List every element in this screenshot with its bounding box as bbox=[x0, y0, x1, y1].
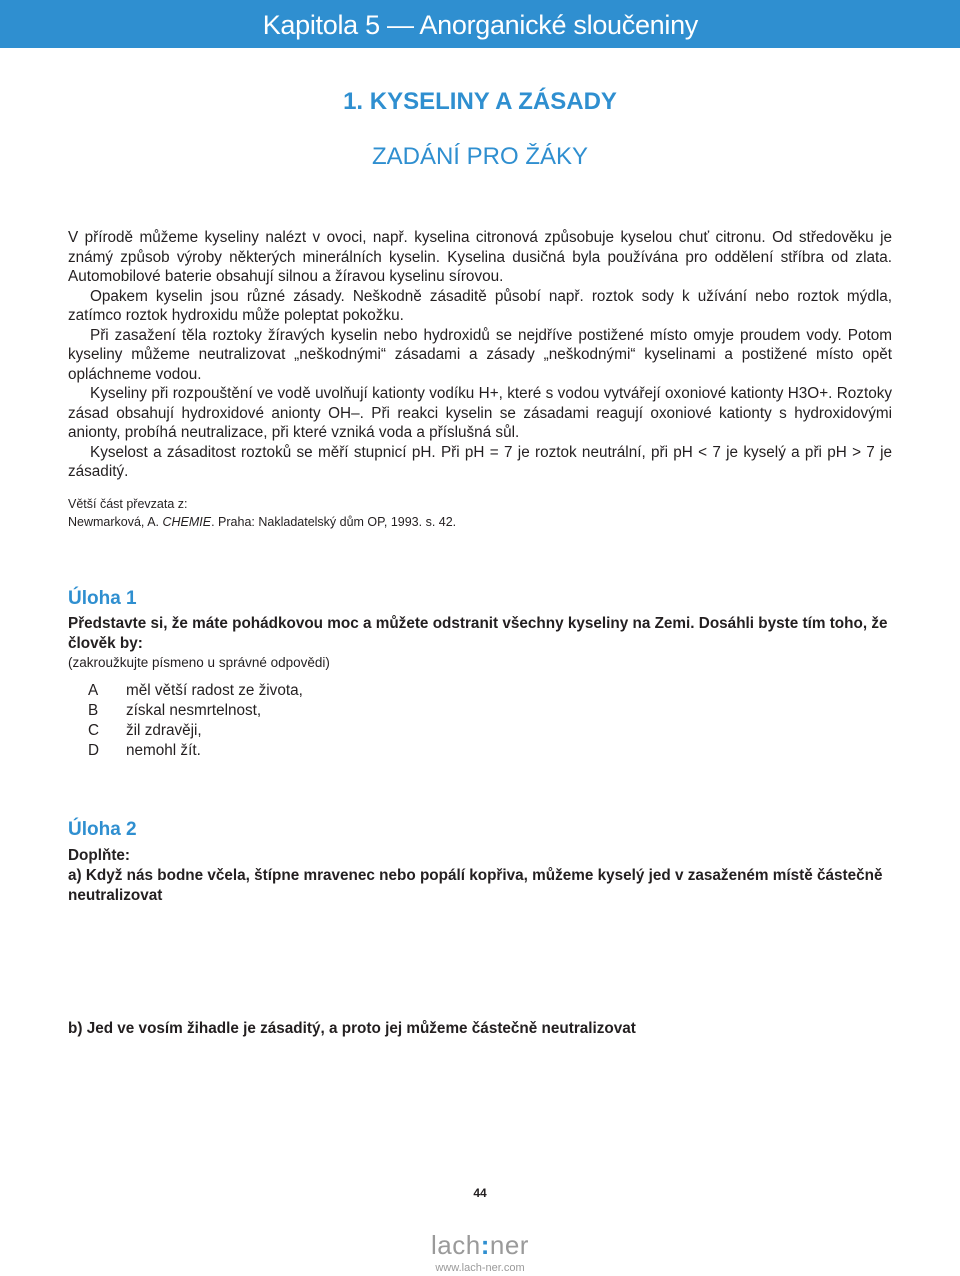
task1-options bbox=[88, 681, 588, 761]
source-reference bbox=[68, 513, 668, 531]
chapter-title: 1. KYSELINY A ZÁSADY bbox=[343, 88, 617, 115]
source-citation bbox=[68, 495, 668, 531]
logo-colon: : bbox=[480, 1230, 490, 1260]
task2-question-b: b) Jed ve vosím žihadle je zásaditý, a proto jej můžeme částečně neutralizovat bbox=[68, 1020, 636, 1037]
option-letter: B bbox=[88, 702, 99, 719]
publisher-logo bbox=[0, 1230, 960, 1260]
intro-text bbox=[68, 228, 892, 482]
publisher-url[interactable]: www.lach-ner.com bbox=[435, 1262, 525, 1274]
option-text: žil zdravěji, bbox=[126, 722, 202, 739]
intro-paragraph: Při zasažení těla roztoky žíravých kyselin nebo hydroxidů se nejdříve postižené místo omyje proudem vody. Potom kyseliny můžeme neutralizovat „neškodnými“ zásadami a zásady „neškodnými“ kyselinami a postižené místo opět opláchneme vodou. bbox=[68, 326, 892, 383]
source-publisher: . Praha: Nakladatelský dům OP, 1993. s. 42. bbox=[211, 515, 457, 529]
answer-option-d[interactable] bbox=[88, 741, 588, 761]
page-number: 44 bbox=[473, 1186, 487, 1200]
logo-right: ner bbox=[489, 1230, 529, 1260]
intro-paragraph: Kyselost a zásaditost roztoků se měří stupnicí pH. Při pH = 7 je roztok neutrální, při pH < 7 je kyselý a při pH > 7 je zásaditý. bbox=[68, 443, 892, 480]
task2-title: Úloha 2 bbox=[68, 819, 137, 840]
answer-option-b[interactable] bbox=[88, 701, 588, 721]
answer-option-a[interactable] bbox=[88, 681, 588, 701]
header-title: Kapitola 5 — Anorganické sloučeniny bbox=[262, 10, 698, 40]
option-text: měl větší radost ze života, bbox=[126, 682, 303, 699]
option-letter: A bbox=[88, 682, 99, 699]
intro-paragraph: Opakem kyselin jsou různé zásady. Neškodně zásaditě působí např. roztok sody k užívání nebo roztok mýdla, zatímco roztok hydroxidu může poleptat pokožku. bbox=[68, 287, 892, 324]
source-author: Newmarková, A. bbox=[68, 515, 163, 529]
source-title: CHEMIE bbox=[162, 515, 212, 529]
chapter-subtitle: ZADÁNÍ PRO ŽÁKY bbox=[371, 143, 589, 170]
header-bar bbox=[0, 0, 960, 48]
option-text: získal nesmrtelnost, bbox=[126, 702, 262, 719]
task2-question-a: a) Když nás bodne včela, štípne mravenec nebo popálí kopřiva, můžeme kyselý jed v zasaženém místě částečně neutralizovat bbox=[68, 867, 883, 904]
task1-title: Úloha 1 bbox=[68, 588, 137, 609]
answer-option-c[interactable] bbox=[88, 721, 588, 741]
task2-instruction: Doplňte: bbox=[68, 847, 131, 864]
option-letter: D bbox=[88, 742, 100, 759]
option-text: nemohl žít. bbox=[126, 742, 201, 759]
intro-paragraph: Kyseliny při rozpouštění ve vodě uvolňují kationty vodíku H+, které s vodou vytvářejí oxoniové kationty H3O+. Roztoky zásad obsahují hydroxidové anionty OH–. Při reakci kyselin se zásadami reagují oxoniové kationty s hydroxidovými anionty, probíhá neutralizace, při které vzniká voda a příslušná sůl. bbox=[68, 385, 892, 441]
option-letter: C bbox=[88, 722, 100, 739]
intro-paragraph: V přírodě můžeme kyseliny nalézt v ovoci, např. kyselina citronová způsobuje kyselou chuť citronu. Od středověku je známý způsob výroby některých minerálních kyselin. Kyselina dusičná byla používána pro oddělení stříbra od zlata. Automobilové baterie obsahují silnou a žíravou kyselinu sírovou. bbox=[68, 229, 892, 285]
task1-question: Představte si, že máte pohádkovou moc a můžete odstranit všechny kyseliny na Zemi. Dosáhli byste tím toho, že člověk by: bbox=[68, 615, 888, 652]
source-label: Větší část převzata z: bbox=[68, 497, 188, 511]
logo-left: lach bbox=[431, 1230, 481, 1260]
task1-hint: (zakroužkujte písmeno u správné odpovědi) bbox=[68, 655, 330, 670]
